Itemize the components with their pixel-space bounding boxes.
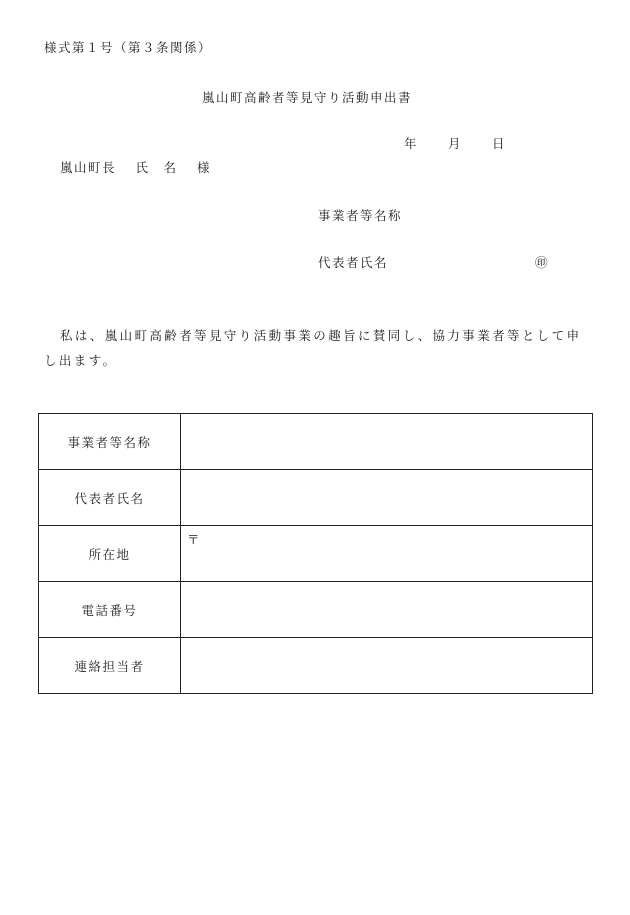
day-label: 日 — [492, 136, 505, 151]
seal-icon: ㊞ — [535, 255, 548, 270]
form-number: 様式第１号（第３条関係） — [44, 40, 213, 55]
row-label-business-name: 事業者等名称 — [39, 414, 181, 470]
table-row — [39, 526, 593, 582]
info-table — [38, 413, 593, 694]
row-label-address: 所在地 — [39, 526, 181, 582]
row-label-phone: 電話番号 — [39, 582, 181, 638]
table-row — [39, 638, 593, 694]
table-row — [39, 582, 593, 638]
document-title: 嵐山町高齢者等見守り活動申出書 — [202, 90, 413, 105]
representative-field[interactable] — [181, 470, 593, 526]
year-label: 年 — [404, 136, 417, 151]
applicant-representative-label: 代表者氏名 — [318, 255, 389, 270]
month-label: 月 — [448, 136, 461, 151]
address-field[interactable]: 〒 — [181, 526, 593, 582]
row-label-representative: 代表者氏名 — [39, 470, 181, 526]
applicant-business-name-label: 事業者等名称 — [318, 208, 403, 223]
business-name-field[interactable] — [181, 414, 593, 470]
phone-field[interactable] — [181, 582, 593, 638]
addressee: 嵐山町長 氏 名 様 — [60, 160, 211, 175]
table-row — [39, 470, 593, 526]
table-row — [39, 414, 593, 470]
statement-paragraph: 私は、嵐山町高齢者等見守り活動事業の趣旨に賛同し、協力事業者等として申し出ます。 — [44, 328, 582, 368]
row-label-contact-person: 連絡担当者 — [39, 638, 181, 694]
contact-person-field[interactable] — [181, 638, 593, 694]
